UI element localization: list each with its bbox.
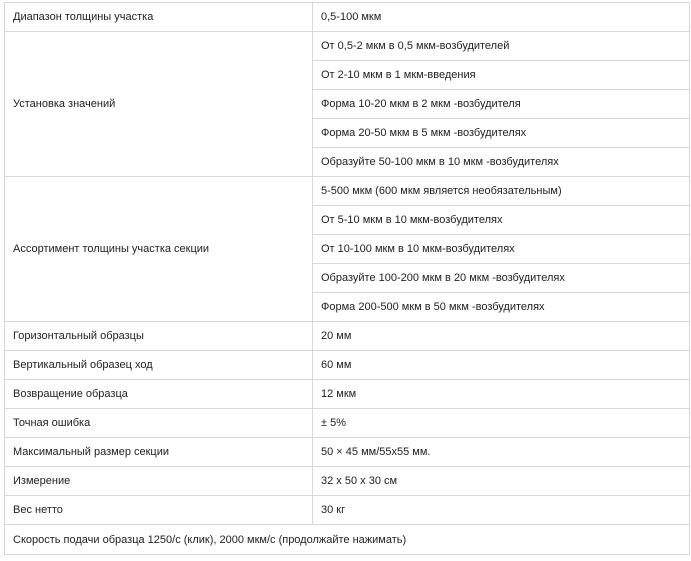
spec-value: 32 х 50 х 30 см [313, 467, 690, 496]
spec-footer-note: Скорость подачи образца 1250/с (клик), 2000 мкм/с (продолжайте нажимать) [5, 525, 690, 555]
spec-label: Точная ошибка [5, 409, 313, 438]
spec-value: Форма 200-500 мкм в 50 мкм -возбудителях [313, 293, 690, 322]
spec-row [5, 351, 690, 380]
spec-value: От 5-10 мкм в 10 мкм-возбудителях [313, 206, 690, 235]
spec-value: Форма 10-20 мкм в 2 мкм -возбудителя [313, 90, 690, 119]
spec-value: 30 кг [313, 496, 690, 525]
spec-label: Вертикальный образец ход [5, 351, 313, 380]
specifications-table [4, 2, 690, 555]
spec-value: 60 мм [313, 351, 690, 380]
spec-value: От 2-10 мкм в 1 мкм-введения [313, 61, 690, 90]
spec-row [5, 467, 690, 496]
spec-value: От 10-100 мкм в 10 мкм-возбудителях [313, 235, 690, 264]
spec-row [5, 32, 690, 61]
spec-value: 12 мкм [313, 380, 690, 409]
spec-row [5, 322, 690, 351]
spec-label: Возвращение образца [5, 380, 313, 409]
spec-label: Установка значений [5, 32, 313, 177]
specifications-table-body [5, 3, 690, 555]
spec-row [5, 409, 690, 438]
spec-value: 0,5-100 мкм [313, 3, 690, 32]
spec-value: Образуйте 50-100 мкм в 10 мкм -возбудителях [313, 148, 690, 177]
spec-footer-row [5, 525, 690, 555]
spec-value: 5-500 мкм (600 мкм является необязательным) [313, 177, 690, 206]
spec-row [5, 3, 690, 32]
spec-value: ± 5% [313, 409, 690, 438]
spec-row [5, 380, 690, 409]
spec-label: Максимальный размер секции [5, 438, 313, 467]
spec-row [5, 496, 690, 525]
spec-value: От 0,5-2 мкм в 0,5 мкм-возбудителей [313, 32, 690, 61]
spec-value: Форма 20-50 мкм в 5 мкм -возбудителях [313, 119, 690, 148]
spec-label: Вес нетто [5, 496, 313, 525]
spec-row [5, 438, 690, 467]
spec-label: Горизонтальный образцы [5, 322, 313, 351]
spec-label: Ассортимент толщины участка секции [5, 177, 313, 322]
spec-label: Измерение [5, 467, 313, 496]
spec-value: 50 × 45 мм/55х55 мм. [313, 438, 690, 467]
spec-value: Образуйте 100-200 мкм в 20 мкм -возбудителях [313, 264, 690, 293]
spec-label: Диапазон толщины участка [5, 3, 313, 32]
spec-value: 20 мм [313, 322, 690, 351]
spec-row [5, 177, 690, 206]
